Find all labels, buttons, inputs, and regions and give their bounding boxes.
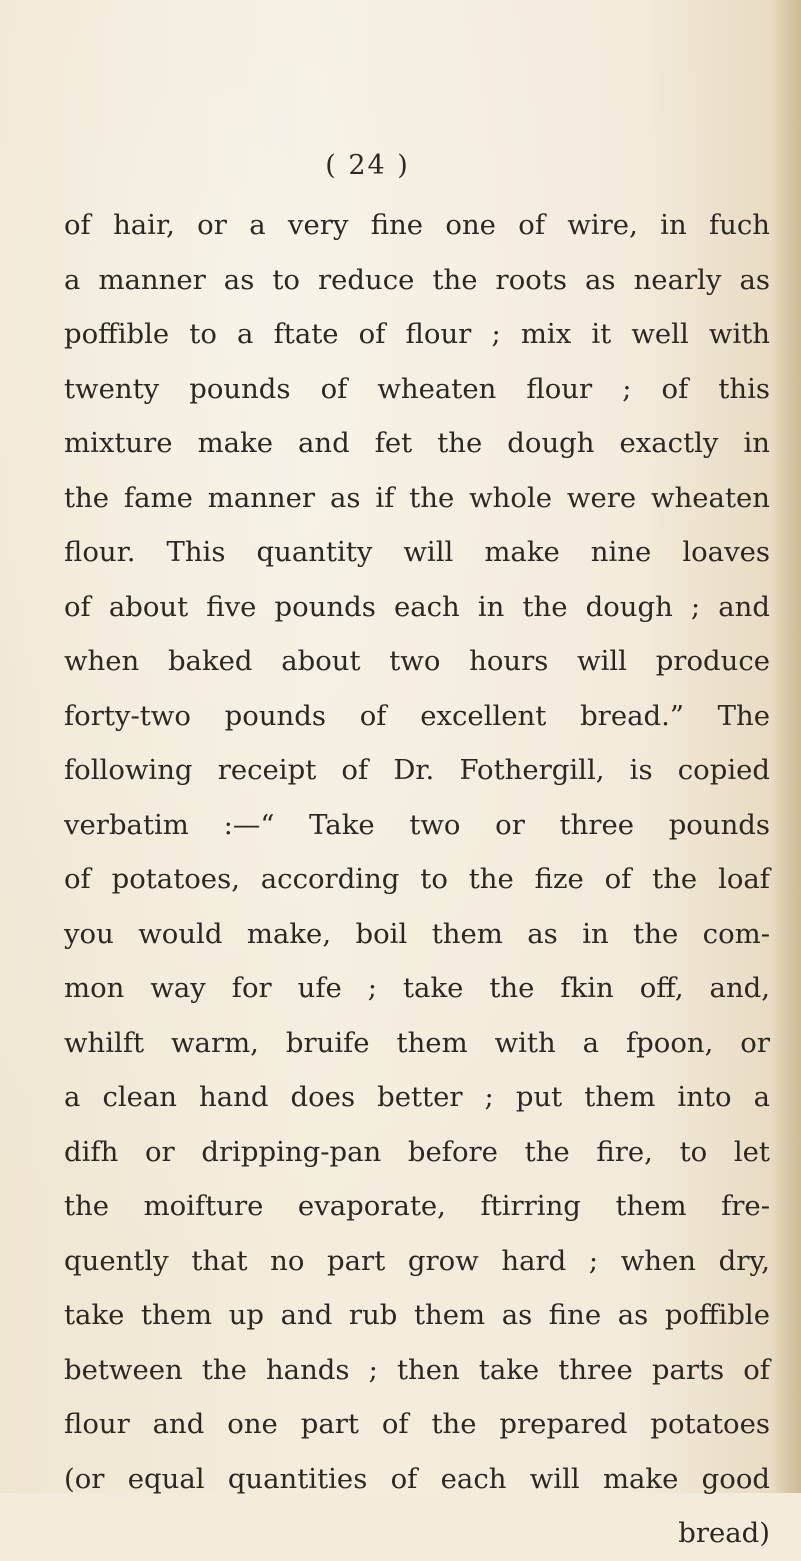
- page-edge-shadow: [773, 0, 801, 1493]
- text-line: (or equal quantities of each will make good: [64, 1462, 770, 1495]
- text-line: following receipt of Dr. Fothergill, is copied: [64, 754, 770, 786]
- text-line: when baked about two hours will produce: [64, 645, 770, 677]
- text-line: a manner as to reduce the roots as nearly as: [64, 263, 770, 296]
- text-line: the fame manner as if the whole were wheaten: [64, 481, 770, 514]
- text-line: bread): [678, 1517, 770, 1549]
- text-line: quently that no part grow hard ; when dry,: [64, 1244, 770, 1277]
- text-line: the moifture evaporate, ftirring them fre-: [64, 1190, 770, 1222]
- text-line: a clean hand does better ; put them into a: [64, 1081, 770, 1113]
- text-line: verbatim :—“ Take two or three pounds: [64, 808, 770, 841]
- text-line: forty-two pounds of excellent bread.” The: [64, 699, 770, 732]
- text-line: twenty pounds of wheaten flour ; of this: [64, 372, 770, 405]
- text-line: of hair, or a very fine one of wire, in fuch: [64, 209, 770, 241]
- page-number: ( 24 ): [325, 150, 410, 181]
- text-line: flour and one part of the prepared potatoes: [64, 1408, 770, 1440]
- text-line: take them up and rub them as fine as poffible: [64, 1299, 770, 1331]
- text-line: of about five pounds each in the dough ; and: [64, 590, 770, 623]
- body-text: [64, 198, 770, 1561]
- text-line: mon way for ufe ; take the fkin off, and,: [64, 972, 770, 1004]
- text-line: difh or dripping-pan before the fire, to let: [64, 1135, 770, 1168]
- text-line: whilft warm, bruife them with a fpoon, or: [64, 1026, 770, 1059]
- text-line: flour. This quantity will make nine loaves: [64, 536, 770, 568]
- text-line: mixture make and fet the dough exactly in: [64, 427, 770, 459]
- text-line: poffible to a ftate of flour ; mix it well with: [64, 318, 770, 350]
- text-line: of potatoes, according to the fize of the loaf: [64, 863, 770, 895]
- text-line: you would make, boil them as in the com-: [64, 917, 770, 950]
- text-line: between the hands ; then take three parts of: [64, 1353, 770, 1386]
